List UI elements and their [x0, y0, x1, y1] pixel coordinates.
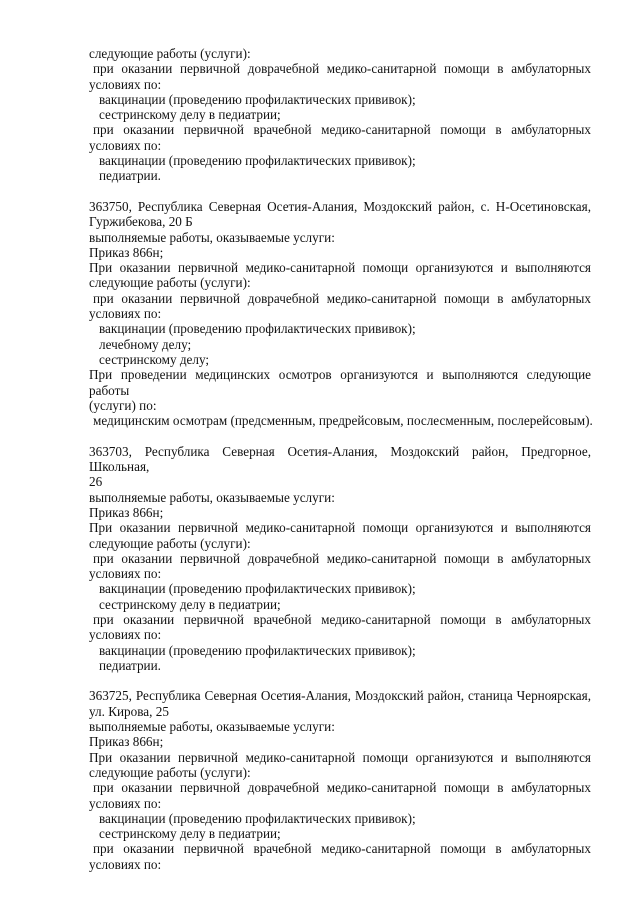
text-line: следующие работы (услуги):	[89, 275, 251, 291]
section-gap	[89, 428, 591, 443]
text-line: Приказ 866н;	[89, 734, 164, 750]
text-line: при оказании первичной врачебной медико-санитарной помощи в амбулаторных	[93, 611, 591, 627]
address-section	[89, 199, 591, 428]
section-gap	[89, 184, 591, 199]
text-line: (услуги) по:	[89, 397, 157, 413]
text-line: При оказании первичной медико-санитарной помощи организуются и выполняются	[89, 749, 591, 765]
text-line: сестринскому делу в педиатрии;	[99, 826, 281, 842]
text-line: при оказании первичной доврачебной медико-санитарной помощи в амбулаторных	[93, 290, 591, 306]
text-line: следующие работы (услуги):	[89, 764, 251, 780]
text-line: 363725, Республика Северная Осетия-Алания, Моздокский район, станица Черноярская,	[89, 688, 591, 704]
text-line: при оказании первичной доврачебной медико-санитарной помощи в амбулаторных	[93, 61, 591, 77]
text-line: условиях по:	[89, 306, 162, 322]
text-line: условиях по:	[89, 856, 162, 872]
text-line: сестринскому делу;	[99, 351, 210, 367]
text-line: следующие работы (услуги):	[89, 46, 251, 61]
text-line: условиях по:	[89, 795, 162, 811]
text-line: при оказании первичной врачебной медико-санитарной помощи в амбулаторных	[93, 841, 591, 857]
text-line: условиях по:	[89, 137, 162, 153]
text-line: педиатрии.	[99, 657, 161, 673]
text-line: условиях по:	[89, 627, 162, 643]
text-line: При оказании первичной медико-санитарной помощи организуются и выполняются	[89, 260, 591, 276]
text-line: вакцинации (проведению профилактических прививок);	[99, 91, 416, 107]
text-line: вакцинации (проведению профилактических прививок);	[99, 321, 416, 337]
text-line: При проведении медицинских осмотров организуются и выполняются следующие работы	[89, 367, 591, 398]
text-line: выполняемые работы, оказываемые услуги:	[89, 719, 335, 735]
text-line: следующие работы (услуги):	[89, 535, 251, 551]
text-line: лечебному делу;	[99, 336, 192, 352]
text-line: Гуржибекова, 20 Б	[89, 214, 193, 230]
text-line: условиях по:	[89, 76, 162, 92]
text-line: условиях по:	[89, 566, 162, 582]
text-line: медицинским осмотрам (предсменным, предрейсовым, послесменным, послерейсовым).	[93, 413, 593, 429]
text-line: вакцинации (проведению профилактических прививок);	[99, 153, 416, 169]
text-line: при оказании первичной доврачебной медико-санитарной помощи в амбулаторных	[93, 550, 591, 566]
text-line: Приказ 866н;	[89, 244, 164, 260]
text-line: 363750, Республика Северная Осетия-Алания, Моздокский район, с. Н-Осетиновская,	[89, 198, 591, 214]
text-line: 26	[89, 474, 103, 490]
text-line: сестринскому делу в педиатрии;	[99, 107, 281, 123]
address-section	[89, 444, 591, 673]
text-line: 363703, Республика Северная Осетия-Алания, Моздокский район, Предгорное, Школьная,	[89, 443, 591, 475]
text-line: вакцинации (проведению профилактических прививок);	[99, 810, 416, 826]
text-line: вакцинации (проведению профилактических прививок);	[99, 581, 416, 597]
text-line: выполняемые работы, оказываемые услуги:	[89, 229, 335, 245]
address-section	[89, 46, 591, 184]
text-line: При оказании первичной медико-санитарной помощи организуются и выполняются	[89, 520, 591, 536]
text-line: при оказании первичной врачебной медико-санитарной помощи в амбулаторных	[93, 122, 591, 138]
text-line: при оказании первичной доврачебной медико-санитарной помощи в амбулаторных	[93, 780, 591, 796]
text-line: выполняемые работы, оказываемые услуги:	[89, 489, 335, 505]
text-line: ул. Кирова, 25	[89, 703, 169, 719]
section-gap	[89, 673, 591, 688]
text-line: вакцинации (проведению профилактических прививок);	[99, 642, 416, 658]
text-line: сестринскому делу в педиатрии;	[99, 596, 281, 612]
text-line: Приказ 866н;	[89, 504, 164, 520]
document-body	[89, 46, 591, 872]
text-line: педиатрии.	[99, 168, 161, 184]
address-section	[89, 688, 591, 872]
